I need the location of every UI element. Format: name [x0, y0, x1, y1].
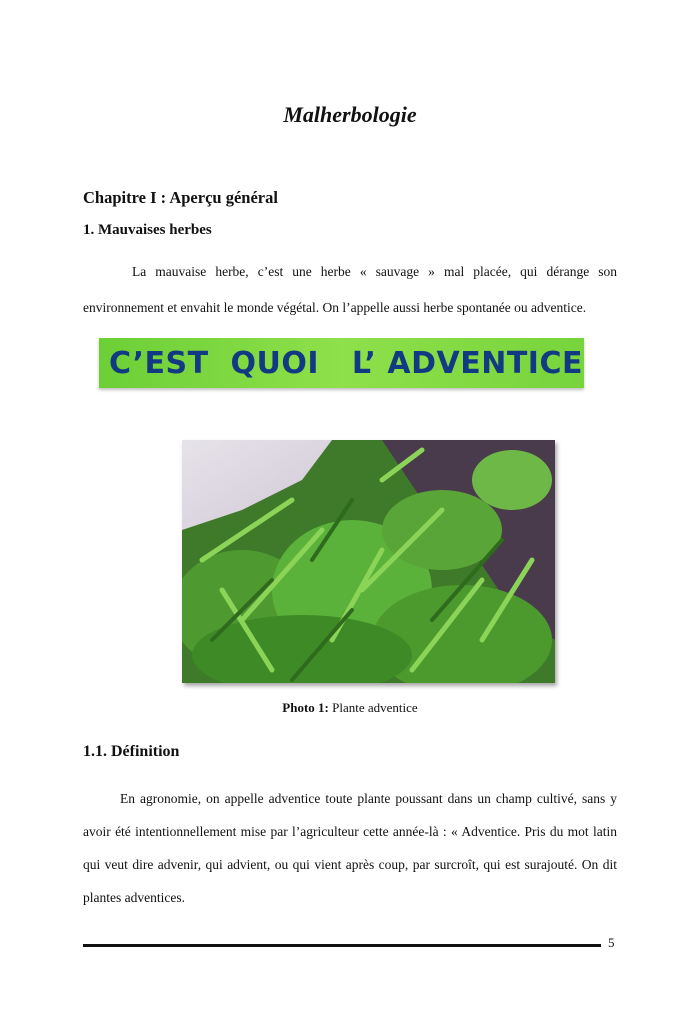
- footer-rule: [83, 944, 601, 947]
- caption-text: Plante adventice: [328, 700, 418, 715]
- banner-image: [99, 338, 584, 388]
- page-title: Malherbologie: [283, 102, 417, 127]
- weed-photo: [182, 440, 555, 683]
- chapter-heading: Chapitre I : Aperçu général: [83, 188, 278, 207]
- page-number: 5: [608, 935, 615, 950]
- caption-label: Photo 1:: [282, 700, 329, 715]
- paragraph-text: La mauvaise herbe, c’est une herbe « sauvage » mal placée, qui dérange son environnement et envahit le monde végétal. On l’appelle aussi herbe spontanée ou adventice.: [83, 264, 617, 315]
- paragraph-definition: [83, 782, 617, 914]
- paragraph-text: En agronomie, on appelle adventice toute plante poussant dans un champ cultivé, sans y avoir été intentionnellement mise par l’agriculteur cette année-là : « Adventice. Pris du mot latin qui veut dire advenir, qui advient, ou qui vient après coup, par surcroît, qui est surajouté. On dit plantes adventices.: [83, 791, 617, 905]
- banner-text: C’EST QUOI L’ ADVENTICE: [109, 346, 583, 381]
- subsection-heading: 1.1. Définition: [83, 743, 180, 760]
- photo-caption: [0, 700, 700, 716]
- paragraph-mauvaises-herbes: [83, 254, 617, 326]
- section-heading: 1. Mauvaises herbes: [83, 222, 212, 238]
